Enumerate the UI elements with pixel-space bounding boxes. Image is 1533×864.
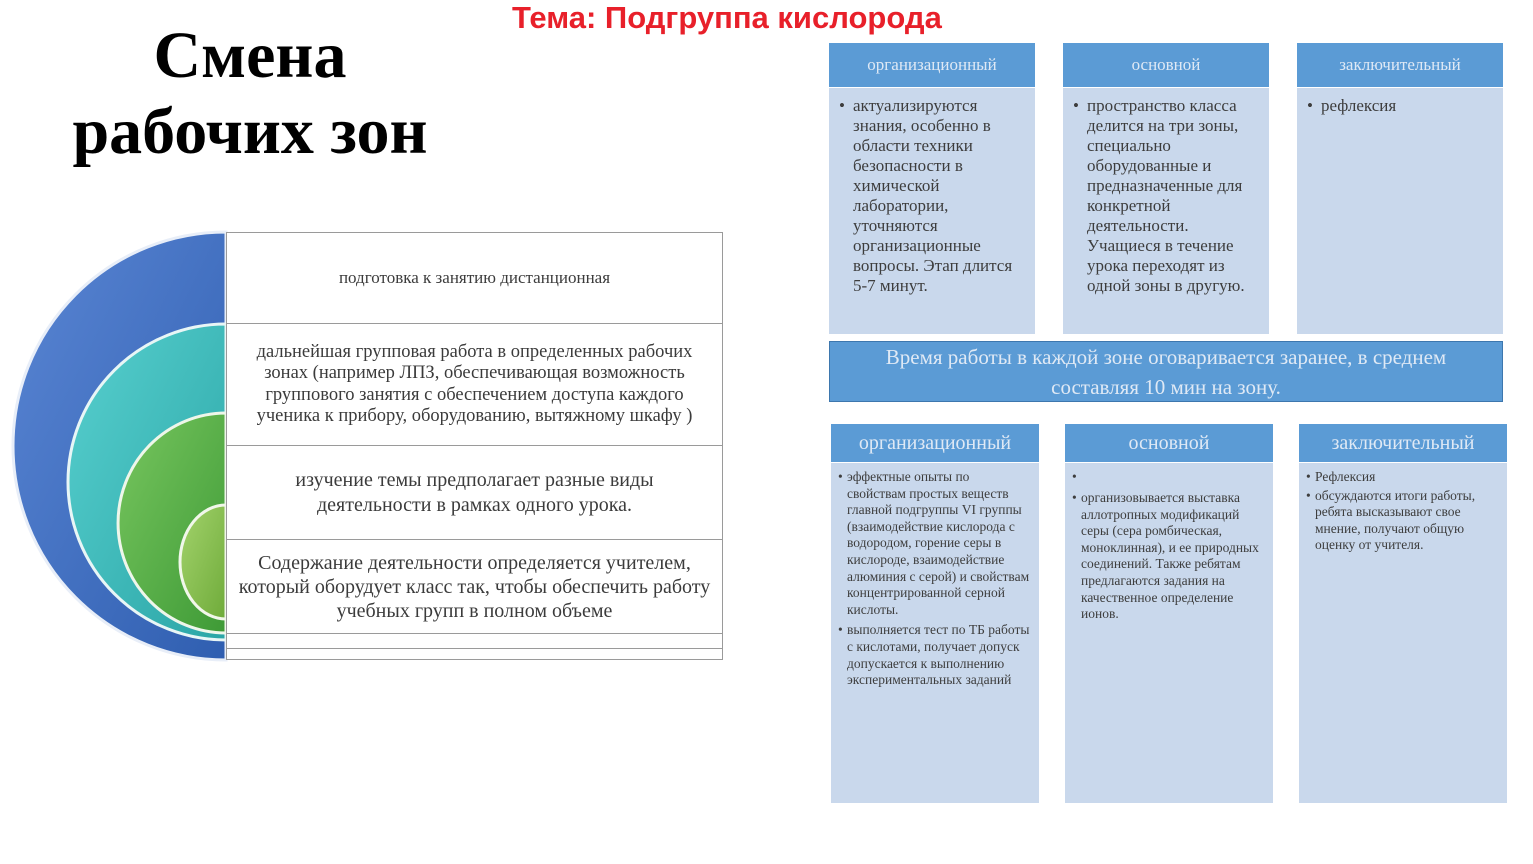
list-item: • обсуждаются итоги работы, ребята высказывают свое мнение, получают общую оценку от учителя. [1315,488,1499,554]
top-header-final: заключительный [1297,43,1503,87]
zone-row-3-text: изучение темы предполагает разные виды деятельности в рамках одного урока. [295,468,654,516]
top-header-main: основной [1063,43,1269,87]
zone-row-6 [226,648,723,660]
list-item: • пространство класса делится на три зоны, специально оборудованные и предназначенные для конкретной деятельности. Учащиеся в течение урока переходят из одной зоны в другую. [1087,96,1259,296]
bottom-body-final [1299,463,1507,803]
bottom-header-final: заключительный [1299,424,1507,462]
bottom-header-organizational: организационный [831,424,1039,462]
list-item: • актуализируются знания, особенно в области техники безопасности в химической лаборатории, уточняются организационные вопросы. Этап длится 5-7 минут. [853,96,1025,296]
zone-row-4-text: Содержание деятельности определяется учителем, который оборудует класс так, чтобы обеспечить работу учебных групп в полном объеме [238,551,711,622]
zone-time-banner [829,341,1503,402]
zone-row-2 [226,323,723,446]
bottom-body-main [1065,463,1273,803]
zone-row-4 [226,539,723,634]
slide-title-line-1: Смена [153,19,347,92]
top-header-organizational: организационный [829,43,1035,87]
top-body-final [1297,88,1503,334]
list-item: • организовывается выставка аллотропных модификаций серы (сера ромбическая, моноклинная), и ее природных соединений. Также ребятам предлагаются задания на качественное определение ионов. [1081,490,1265,623]
list-item: • выполняется тест по ТБ работы с кислотами, получает допуск допускается к выполнению экспериментальных заданий [847,622,1031,688]
top-body-main [1063,88,1269,334]
slide-title-line-2: рабочих зон [72,95,428,168]
zone-row-1 [226,232,723,324]
top-body-organizational [829,88,1035,334]
list-item [1081,469,1265,486]
zone-row-2-text: дальнейшая групповая работа в определенных рабочих зонах (например ЛПЗ, обеспечивающая возможность группового занятия с обеспечением доступа каждого ученика к прибору, оборудованию, вытяжному шкафу ) [256,341,693,426]
zone-row-1-text: подготовка к занятию дистанционная [338,268,611,287]
topic-heading: Тема: Подгруппа кислорода [512,0,942,35]
list-item: • Рефлексия [1315,469,1499,486]
bottom-header-main: основной [1065,424,1273,462]
list-item: • эффектные опыты по свойствам простых веществ главной подгруппы VI группы (взаимодействие кислорода с водородом, горение серы в кислороде, взаимодействие алюминия с серой) и свойствам концентрированной серной кислоты. [847,469,1031,618]
list-item: • рефлексия [1321,96,1493,116]
zone-row-3 [226,445,723,540]
zone-time-banner-text: Время работы в каждой зоне оговаривается заранее, в среднем составляя 10 мин на зону. [885,344,1447,399]
zone-row-5 [226,633,723,649]
bottom-body-organizational [831,463,1039,803]
